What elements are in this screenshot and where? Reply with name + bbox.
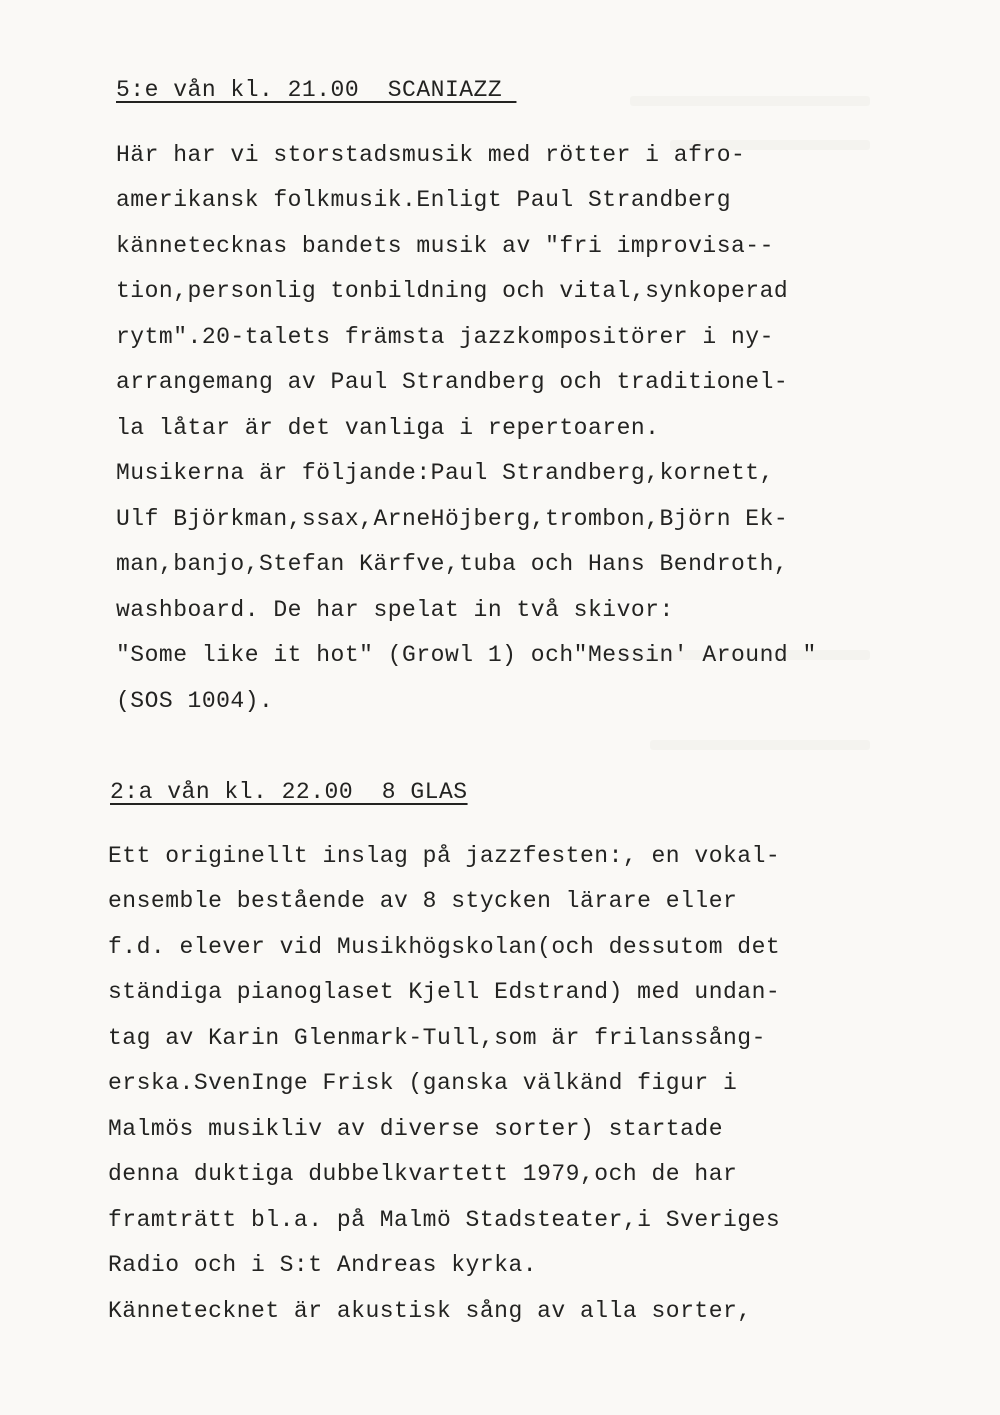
text-line: Radio och i S:t Andreas kyrka. <box>108 1252 538 1278</box>
section-heading-8-glas: 2:a vån kl. 22.00 8 GLAS <box>110 779 468 805</box>
text-line: kännetecknas bandets musik av "fri improvisa-- <box>116 233 774 259</box>
text-line: erska.SvenInge Frisk (ganska välkänd figur i <box>108 1070 738 1096</box>
text-line: arrangemang av Paul Strandberg och traditionel- <box>116 369 789 395</box>
show-through-mark <box>650 740 870 750</box>
text-line: amerikansk folkmusik.Enligt Paul Strandberg <box>116 187 731 213</box>
section-heading-scaniazz: 5:e vån kl. 21.00 SCANIAZZ <box>116 77 517 103</box>
text-line: ensemble bestående av 8 stycken lärare eller <box>108 888 738 914</box>
text-line: washboard. De har spelat in två skivor: <box>116 597 674 623</box>
text-line: Musikerna är följande:Paul Strandberg,kornett, <box>116 460 774 486</box>
show-through-mark <box>630 96 870 106</box>
text-line: Malmös musikliv av diverse sorter) startade <box>108 1116 723 1142</box>
text-line: f.d. elever vid Musikhögskolan(och dessutom det <box>108 934 781 960</box>
text-line: Här har vi storstadsmusik med rötter i afro- <box>116 142 746 168</box>
text-line: (SOS 1004). <box>116 688 274 714</box>
text-line: tag av Karin Glenmark-Tull,som är frilanssång- <box>108 1025 766 1051</box>
text-line: rytm".20-talets främsta jazzkompositörer i ny- <box>116 324 774 350</box>
text-line: la låtar är det vanliga i repertoaren. <box>116 415 660 441</box>
text-line: man,banjo,Stefan Kärfve,tuba och Hans Bendroth, <box>116 551 789 577</box>
text-line: framträtt bl.a. på Malmö Stadsteater,i Sveriges <box>108 1207 781 1233</box>
text-line: "Some like it hot" (Growl 1) och"Messin' Around " <box>116 642 817 668</box>
text-line: Ett originellt inslag på jazzfesten:, en vokal- <box>108 843 781 869</box>
text-line: tion,personlig tonbildning och vital,synkoperad <box>116 278 789 304</box>
text-line: Ulf Björkman,ssax,ArneHöjberg,trombon,Björn Ek- <box>116 506 789 532</box>
text-line: denna duktiga dubbelkvartett 1979,och de har <box>108 1161 738 1187</box>
text-line: Kännetecknet är akustisk sång av alla sorter, <box>108 1298 752 1324</box>
text-line: ständiga pianoglaset Kjell Edstrand) med undan- <box>108 979 781 1005</box>
